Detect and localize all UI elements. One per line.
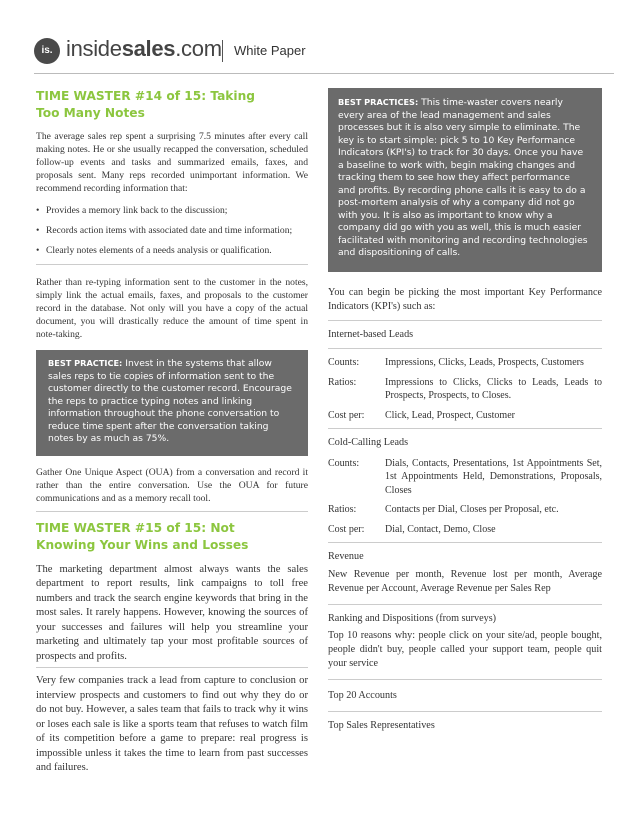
oua-paragraph: Gather One Unique Aspect (OUA) from a conversation and record it rather than the entire conversation. Use the OUA for future communications and as a memory recall tool. — [36, 466, 308, 504]
tw15-paragraph-2: Very few companies track a lead from capture to conclusion or interview prospects and customers to find out why they do or do not buy. However, a sales team that fails to track why it wins or loses each sale is like a sports team that refuses to watch film of its competition before a game to prepare: real progress is impossible unless it takes the time to learn from past successes and failures. — [36, 675, 308, 773]
divider — [328, 348, 602, 349]
kpi-row — [328, 523, 602, 537]
tw15-paragraph-1: The marketing department almost always wants the sales department to report results, link campaigns to toll free numbers and track the search engine keywords that bring in the most sales. It rarely happens. However, knowing the sources of your successes and failures will help you streamline your marketing and ultimately tap your most profitable sources of prospects and profits. — [36, 563, 308, 662]
top-reps-title: Top Sales Representatives — [328, 720, 435, 731]
kpi-row — [328, 457, 602, 498]
best-practices-box — [328, 88, 602, 272]
revenue-section — [328, 550, 602, 596]
ranking-text: Top 10 reasons why: people click on your site/ad, people bought, people didn't buy, people called your support team, people quit your service — [328, 630, 602, 669]
kpi-value: Click, Lead, Prospect, Customer — [385, 409, 515, 421]
divider — [328, 320, 602, 321]
tw15-heading: TIME WASTER #15 of 15: Not Knowing Your Wins and Losses — [36, 520, 249, 552]
tw14-bullet-list — [36, 204, 308, 257]
best-practice-label: BEST PRACTICE: — [48, 358, 123, 368]
header-rule — [34, 73, 614, 74]
kpi-key: Ratios: — [328, 504, 357, 515]
kpi-value: Dials, Contacts, Presentations, 1st Appointments Set, 1st Appointments Held, Demonstrations, Proposals, Closes — [385, 457, 602, 496]
kpi-key: Counts: — [328, 457, 360, 469]
tw14-retype: Rather than re-typing information sent to the customer in the notes, simply link the actual emails, faxes, and proposals to the customer record in the database. Not only will you have a copy of the actual document, you will drastically reduce the amount of time spent in note-taking. — [36, 277, 308, 340]
kpi-key: Ratios: — [328, 376, 357, 388]
divider — [328, 542, 602, 543]
kpi-key: Counts: — [328, 357, 360, 368]
tw14-intro: The average sales rep spent a surprising 7.5 minutes after every call making notes. He or she usually recapped the conversation, scheduled follow-up events and tasks and summarized emails, faxes, and proposals sent. Many reps recorded unimportant information. We recommend recording information that: — [36, 131, 308, 194]
logo-sales: sales — [121, 36, 176, 61]
divider — [328, 711, 602, 712]
right-column — [328, 88, 602, 731]
kpi-value: Impressions to Clicks, Clicks to Leads, Leads to Prospects, Prospects, to Closes. — [385, 376, 602, 401]
ranking-title: Ranking and Dispositions (from surveys) — [328, 612, 497, 624]
header-divider — [222, 40, 223, 62]
divider — [328, 604, 602, 605]
best-practices-label: BEST PRACTICES: — [338, 97, 419, 107]
kpi-row — [328, 376, 602, 403]
tw14-heading: TIME WASTER #14 of 15: Taking Too Many Notes — [36, 89, 255, 120]
divider — [328, 428, 602, 429]
best-practices-text: This time-waster covers nearly every area of the lead management and sales processes but it is also very simple to eliminate. The key is to start simple: pick 5 to 10 Key Performance Indicators (KPI's) to track for 30 days. Once you have a baseline to work with, begin making changes and tracking them to see how they affect performance and profits. By recording phone calls it is easy to do a post-mortem analysis of why a company did not go with you. It is also as important to know why a company did go with you as well, this is much easier facilitated with monitoring and recording technologies and dispositioning of calls. — [338, 97, 588, 258]
kpi-row — [328, 409, 602, 423]
document-type: White Paper — [234, 43, 306, 58]
best-practice-text: Invest in the systems that allow sales reps to tie copies of information sent to the customer directly to the customer record. Encourage the reps to practice typing notes and linking information throughout the phone conversation to reduce time spent after the conversation taking notes by as much as 75%. — [48, 358, 292, 444]
cold-calling-title: Cold-Calling Leads — [328, 437, 409, 448]
internet-leads-title: Internet-based Leads — [328, 328, 414, 340]
top-accounts-title: Top 20 Accounts — [328, 690, 397, 701]
kpi-value: Dial, Contact, Demo, Close — [385, 523, 496, 535]
cold-calling-section — [328, 436, 602, 536]
revenue-text: New Revenue per month, Revenue lost per month, Average Revenue per Account, Average Revenue per Sales Rep — [328, 568, 602, 594]
ranking-section — [328, 612, 602, 672]
logo-wordmark — [66, 36, 222, 62]
kpi-key: Cost per: — [328, 523, 365, 535]
kpi-value: Contacts per Dial, Closes per Proposal, etc. — [385, 504, 559, 515]
internet-leads-section — [328, 328, 602, 423]
page-header — [34, 36, 614, 66]
best-practice-box — [36, 350, 308, 456]
logo-mark: is. — [34, 38, 60, 64]
kpi-key: Cost per: — [328, 409, 365, 421]
revenue-title: Revenue — [328, 551, 364, 562]
kpi-intro: You can begin be picking the most important Key Performance Indicators (KPI's) such as: — [328, 286, 602, 312]
kpi-row — [328, 356, 602, 370]
logo-inside: inside — [66, 36, 122, 61]
list-item: • Provides a memory link back to the discussion; — [36, 204, 308, 217]
divider — [328, 679, 602, 680]
kpi-value: Impressions, Clicks, Leads, Prospects, Customers — [385, 357, 584, 368]
left-column — [36, 88, 308, 776]
list-item: • Records action items with associated date and time information; — [36, 224, 308, 237]
list-item: • Clearly notes elements of a needs analysis or qualification. — [36, 244, 308, 257]
logo-suffix: .com — [175, 36, 222, 61]
kpi-row — [328, 503, 602, 517]
